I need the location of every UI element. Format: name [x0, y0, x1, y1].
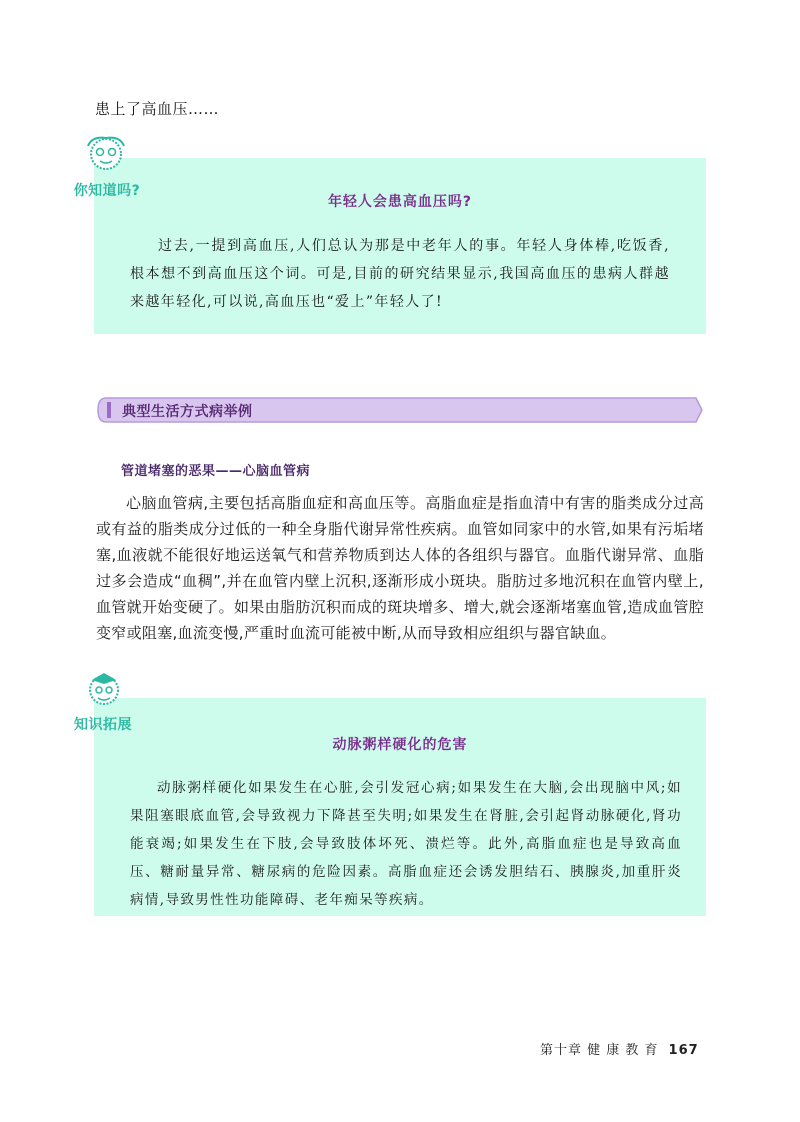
- knowledge-extension-label: 知识拓展: [74, 717, 132, 733]
- box1-text: 过去,一提到高血压,人们总认为那是中老年人的事。年轻人身体棒,吃饭香,根本想不到高血压这个词。可是,目前的研究结果显示,我国高血压的患病人群越来越年轻化,可以说,高血压也“爱上”年轻人了!: [130, 238, 670, 310]
- box2-title: 动脉粥样硬化的危害: [332, 737, 468, 753]
- body-paragraph: 心脑血管病,主要包括高脂血症和高血压等。高脂血症是指血清中有害的脂类成分过高或有益的脂类成分过低的一种全身脂代谢异常性疾病。血管如同家中的水管,如果有污垢堵塞,血液就不能很好地运送氧气和营养物质到达人体的各组织与器官。血脂代谢异常、血脂过多会造成“血稠”,并在血管内壁上沉积,逐渐形成小斑块。脂肪过多地沉积在血管内壁上,血管就开始变硬了。如果由脂肪沉积而成的斑块增多、增大,就会逐渐堵塞血管,造成血管腔变窄或阻塞,血流变慢,严重时血流可能被中断,从而导致相应组织与器官缺血。: [96, 494, 704, 642]
- did-you-know-box: [94, 158, 706, 334]
- cartoon-head-icon: [62, 134, 152, 178]
- did-you-know-label: 你知道吗?: [73, 183, 141, 199]
- page-footer: [540, 1039, 699, 1058]
- section-header-bar: [96, 396, 704, 424]
- page-number: 167: [668, 1043, 699, 1058]
- box2-text: 动脉粥样硬化如果发生在心脏,会引发冠心病;如果发生在大脑,会出现脑中风;如果阻塞眼底血管,会导致视力下降甚至失明;如果发生在肾脏,会引起肾动脉硬化,肾功能衰竭;如果发生在下肢,会导致肢体坏死、溃烂等。此外,高脂血症也是导致高血压、糖耐量异常、糖尿病的危险因素。高脂血症还会诱发胆结石、胰腺炎,加重肝炎病情,导致男性性功能障碍、老年痴呆等疾病。: [130, 780, 682, 908]
- section-label: 典型生活方式病举例: [122, 404, 253, 420]
- intro-line: 患上了高血压……: [95, 100, 220, 118]
- box1-title: 年轻人会患高血压吗?: [327, 194, 473, 210]
- scholar-head-icon: [58, 670, 148, 714]
- knowledge-extension-box: [94, 698, 706, 916]
- chapter-title: 第十章 健 康 教 育: [540, 1043, 659, 1058]
- subheading: 管道堵塞的恶果——心脑血管病: [121, 464, 311, 479]
- did-you-know-badge: [62, 134, 152, 199]
- knowledge-extension-badge: [58, 670, 148, 733]
